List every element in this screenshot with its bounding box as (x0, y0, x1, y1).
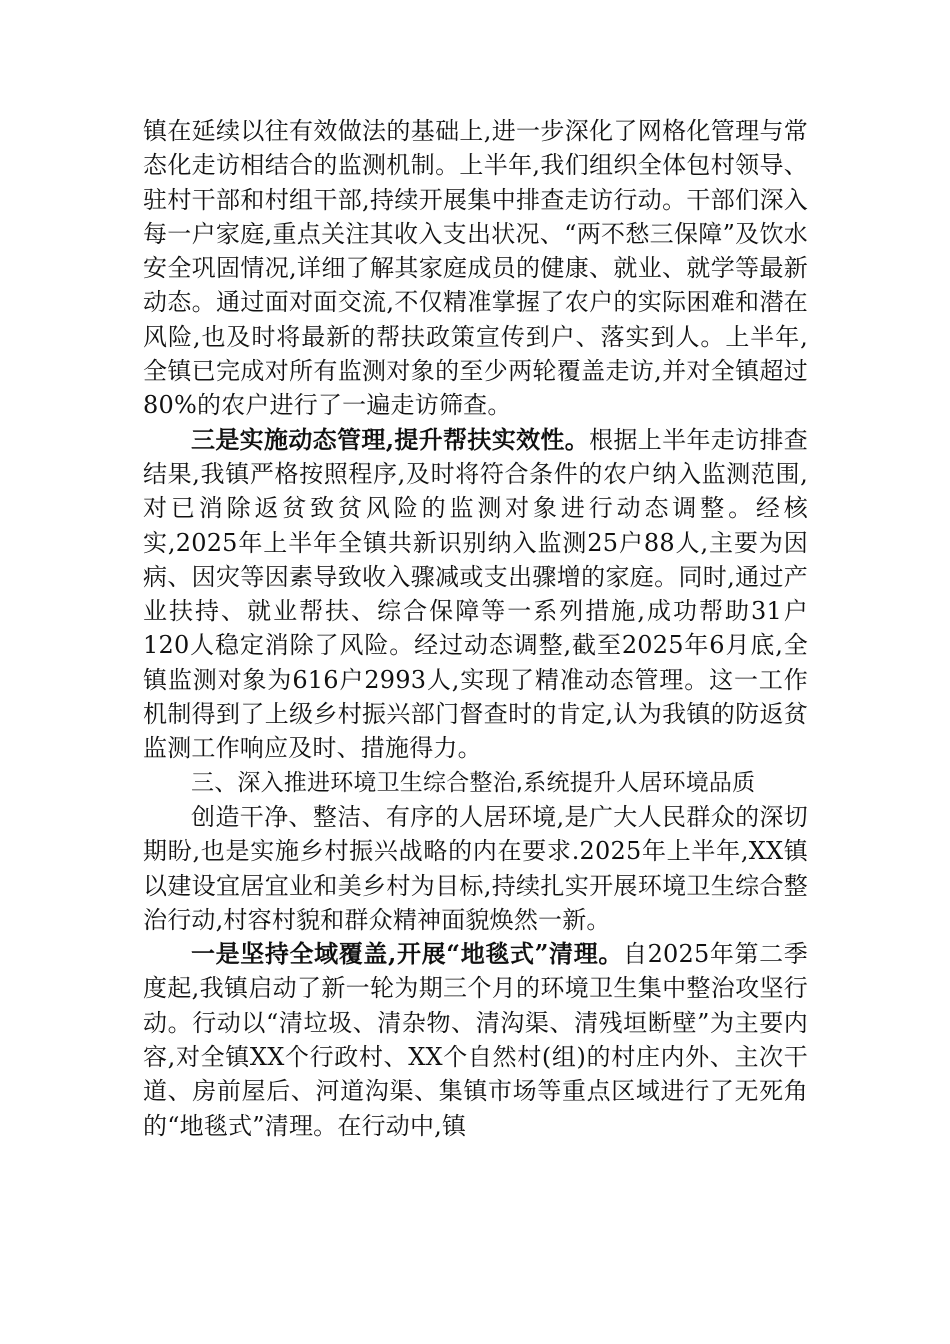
section-heading-environment: 三、深入推进环境卫生综合整治,系统提升人居环境品质 (191, 769, 756, 796)
paragraph-monitoring-visits: 镇在延续以往有效做法的基础上,进一步深化了网格化管理与常态化走访相结合的监测机制。上半年,我们组织全体包村领导、驻村干部和村组干部,持续开展集中排查走访行动。干部们深入每一户家庭,重点关注其收入支出状况、“两不愁三保障”及饮水安全巩固情况,详细了解其家庭成员的健康、就业、就学等最新动态。通过面对面交流,不仅精准掌握了农户的实际困难和潜在风险,也及时将最新的帮扶政策宣传到户、落实到人。上半年,全镇已完成对所有监测对象的至少两轮覆盖走访,并对全镇超过80%的农户进行了一遍走访筛查。 (143, 117, 808, 420)
paragraph-body-full-coverage: 自2025年第二季度起,我镇启动了新一轮为期三个月的环境卫生集中整治攻坚行动。行动以“清垃圾、清杂物、清沟渠、清残垣断壁”为主要内容,对全镇XX个行政村、XX个自然村(组)的村庄内外、主次干道、房前屋后、河道沟渠、集镇市场等重点区域进行了无死角的“地毯式”清理。在行动中,镇 (143, 940, 808, 1140)
paragraph-full-coverage (143, 937, 808, 1143)
document-body (143, 114, 808, 1143)
paragraph-environment-intro: 创造干净、整洁、有序的人居环境,是广大人民群众的深切期盼,也是实施乡村振兴战略的内在要求.2025年上半年,XX镇以建设宜居宜业和美乡村为目标,持续扎实开展环境卫生综合整治行动,村容村貌和群众精神面貌焕然一新。 (143, 802, 808, 934)
paragraph-lead-dynamic-management: 三是实施动态管理,提升帮扶实效性。 (191, 424, 590, 454)
paragraph-dynamic-management (143, 423, 808, 766)
paragraph-body-dynamic-management: 根据上半年走访排查结果,我镇严格按照程序,及时将符合条件的农户纳入监测范围,对已消除返贫致贫风险的监测对象进行动态调整。经核实,2025年上半年全镇共新识别纳入监测25户88人,主要为因病、因灾等因素导致收入骤减或支出骤增的家庭。同时,通过产业扶持、就业帮扶、综合保障等一系列措施,成功帮助31户120人稳定消除了风险。经过动态调整,截至2025年6月底,全镇监测对象为616户2993人,实现了精准动态管理。这一工作机制得到了上级乡村振兴部门督查时的肯定,认为我镇的防返贫监测工作响应及时、措施得力。 (143, 425, 808, 763)
paragraph-lead-full-coverage: 一是坚持全域覆盖,开展“地毯式”清理。 (191, 939, 623, 969)
